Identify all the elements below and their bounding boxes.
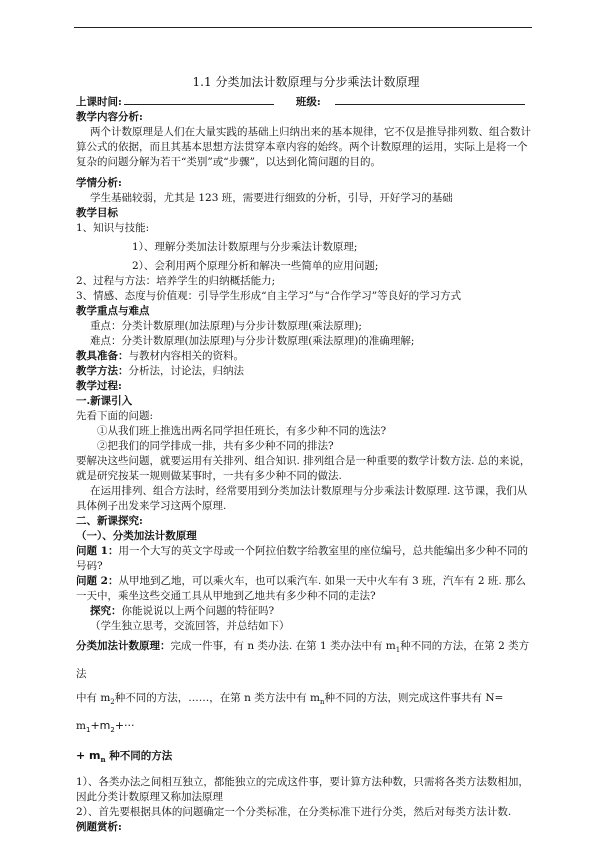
teaching-methods-text: 分析法，讨论法，归纳法 (128, 365, 244, 377)
addition-principle (76, 634, 536, 742)
intro-paragraph-1: 要解决这些问题，就要运用有关排列、组合知识. 排列组合是一种重要的数学计数方法. 总的来说，就是研究按某一规则做某事时，一共有多少种不同的做法. (76, 455, 531, 482)
goal-2: 2、过程与方法：培养学生的归纳概括能力; (76, 275, 276, 287)
problem-2-label: 问题 2： (76, 575, 119, 587)
problem-1-label: 问题 1： (76, 545, 119, 557)
principle-continuation (76, 748, 536, 767)
goal-3: 3、情感、态度与价值观：引导学生形成“自主学习”与“合作学习”等良好的学习方式 (76, 290, 462, 302)
problem-2 (76, 574, 536, 604)
section-2-heading: 二、新课探究: (76, 515, 143, 527)
principle-text-a: 完成一件事，有 n 类办法. 在第 1 类办法中有 m (170, 640, 396, 652)
question-2: ②把我们的同学排成一排，共有多少种不同的排法? (97, 440, 334, 452)
explore-text: 你能说说以上两个问题的特征吗? (121, 605, 275, 617)
student-analysis-heading: 学情分析: (76, 177, 122, 189)
principle-continuation-text: 种不同的方法 (109, 750, 173, 763)
intro-paragraph-2: 在运用排列、组合方法时，经常要用到分类加法计数原理与分步乘法计数原理. 这节课，我们从具体例子出发来学习这两个原理. (76, 485, 528, 512)
formula-sub-n: n (100, 755, 106, 765)
teaching-methods-label: 教学方法： (76, 365, 129, 377)
teaching-process-heading: 教学过程: (76, 380, 122, 392)
principle-text-b: 种不同的方法，在第 2 类方法 (76, 640, 530, 681)
subscript-n: n (320, 698, 325, 707)
section-1-intro: 先看下面的问题: (76, 410, 154, 422)
principle-text-e: 种不同的方法，则完成这件事共有 N= m (76, 692, 504, 733)
header-rule (74, 27, 532, 28)
content-analysis-heading: 教学内容分析: (76, 111, 143, 123)
subscript-1: 1 (395, 646, 401, 655)
principle-label: 分类加法计数原理： (76, 640, 171, 652)
explore (76, 604, 536, 619)
note-2: 2）、首先要根据具体的问题确定一个分类标准，在分类标准下进行分类，然后对每类方法计数. (76, 806, 512, 819)
header-fields (76, 93, 536, 110)
goal-1b: 2）、会利用两个原理分析和解决一些简单的应用问题; (132, 260, 379, 272)
class-label: 班级: (295, 96, 321, 108)
principle-text-c: 中有 m (76, 692, 111, 705)
goal-1: 1、知识与技能: (76, 222, 150, 234)
student-analysis-text: 学生基础较弱，尤其是 123 班，需要进行细致的分析，引导，开好学习的基础 (90, 192, 453, 204)
problem-1-text: 用一个大写的英文字母或一个阿拉伯数字给教室里的座位编号，总共能编出多少种不同的号码? (76, 545, 528, 572)
example-heading: 例题赏析: (76, 821, 122, 834)
difficult-point: 难点：分类计数原理(加法原理)与分步计数原理(乘法原理)的准确理解; (90, 335, 415, 347)
problem-2-text: 从甲地到乙地，可以乘火车，也可以乘汽车. 如果一天中火车有 3 班，汽车有 2 班. 那么一天中，乘坐这些交通工具从甲地到乙地共有多少种不同的走法? (76, 575, 527, 602)
document-title: 1.1 分类加法计数原理与分步乘法计数原理 (192, 75, 420, 89)
key-point: 重点：分类计数原理(加法原理)与分步计数原理(乘法原理); (90, 320, 362, 332)
formula-plus-mn: + m (76, 749, 101, 763)
explore-label: 探究： (90, 605, 122, 617)
section-1-heading: 一.新课引入 (76, 395, 133, 407)
principle-text-d: 种不同的方法，……，在第 n 类方法中有 m (114, 692, 320, 705)
formula-plus-m2: +m (90, 719, 111, 733)
explore-note: （学生独立思考，交流回答，并总结如下） (90, 620, 290, 632)
lesson-plan-body (76, 74, 536, 835)
formula-sub-1: 1 (85, 726, 91, 735)
teaching-goals-heading: 教学目标 (76, 207, 118, 219)
section-2a-heading: （一）、分类加法计数原理 (76, 530, 197, 542)
note-1: 1）、各类办法之间相互独立，都能独立的完成这件事，要计算方法种数，只需将各类方法数相加，因此分类计数原理又称加法原理 (76, 776, 529, 804)
question-1: ①从我们班上推选出两名同学担任班长，有多少种不同的选法? (97, 425, 387, 437)
subscript-2: 2 (110, 698, 115, 707)
problem-1 (76, 544, 536, 574)
time-label: 上课时间: (76, 96, 122, 108)
content-analysis-text: 两个计数原理是人们在大量实践的基础上归纳出来的基本规律，它不仅是推导排列数、组合数计算公式的依据，而且其基本思想方法贯穿本章内容的始终。两个计数原理的运用，实际上是将一个复杂的问题分解为若干“类别”或“步骤”，以达到化简问题的目的。 (76, 126, 531, 168)
formula-ellipsis: +··· (114, 719, 135, 733)
teaching-aids (76, 349, 536, 364)
teaching-aids-text: 与教材内容相关的资料。 (128, 350, 244, 362)
teaching-methods (76, 364, 536, 379)
formula-sub-2: 2 (110, 726, 115, 735)
time-field (124, 93, 274, 105)
key-points-heading: 教学重点与难点 (76, 305, 150, 317)
class-field (335, 93, 525, 105)
goal-1a: 1）、理解分类加法计数原理与分步乘法计数原理; (132, 241, 358, 253)
teaching-aids-label: 教具准备： (76, 350, 129, 362)
